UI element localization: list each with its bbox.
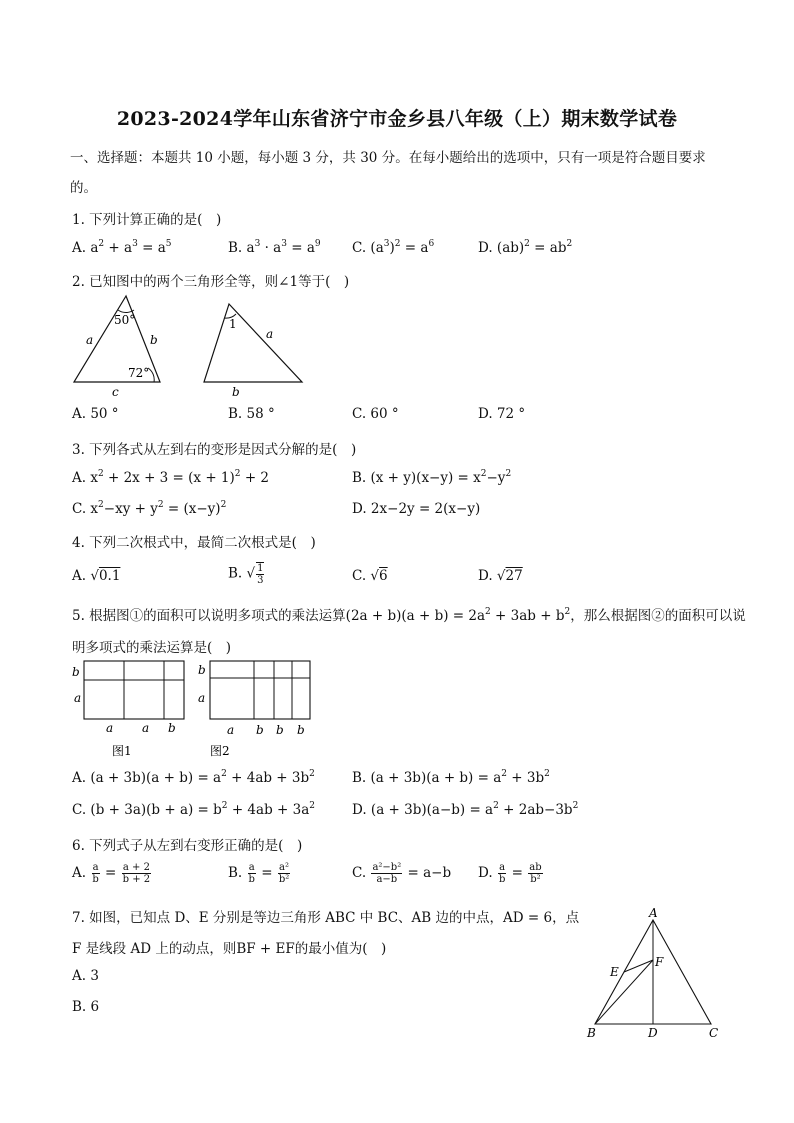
q6-option-d: D. $\frac{a}{b}$ = $\frac{ab}{\text{b²}}$ xyxy=(478,862,542,885)
q5-stem-line1: 5. 根据图①的面积可以说明多项式的乘法运算$(2a + b)(a + b) = 2a^2 + 3ab + b^2$，那么根据图②的面积可以说 xyxy=(72,607,746,624)
q5-fig1-label-b: b xyxy=(72,665,80,679)
q5-rectangles-figure xyxy=(66,656,336,760)
q6-option-b: B. $\frac{a}{b}$ = $\frac{\text{a²}}{\text{b²}}$ xyxy=(228,862,290,885)
q4-option-a: A. √0.1 xyxy=(72,568,121,584)
q6-stem: 6. 下列式子从左到右变形正确的是( ) xyxy=(72,838,303,854)
q5-fig1-rect xyxy=(84,661,184,719)
q4-stem: 4. 下列二次根式中，最简二次根式是( ) xyxy=(72,535,316,551)
q7-triangle-figure xyxy=(582,904,722,1044)
q2-right-side-a: a xyxy=(266,327,274,341)
q5-fig2-bottom-b3: b xyxy=(297,723,305,737)
q7-segment-ef xyxy=(624,960,653,972)
section-instruction-line1: 一、选择题：本题共 10 小题，每小题 3 分，共 30 分。在每小题给出的选项中，只有一项是符合题目要求 xyxy=(70,150,706,166)
q7-label-f: F xyxy=(655,955,664,969)
q1-option-a: A. $a^2 + a^3 = a^5$ xyxy=(72,239,172,256)
q5-fig2-label-b: b xyxy=(198,663,206,677)
q7-stem-line2: F 是线段 AD 上的动点，则BF + EF的最小值为( ) xyxy=(72,941,387,957)
section-instruction-line2: 的。 xyxy=(70,180,97,196)
q5-fig2-bottom-a: a xyxy=(227,723,235,737)
q5-option-d: D. $(a + 3b)(a-b) = a^2 + 2ab-3b^2$ xyxy=(352,801,579,818)
q2-right-angle-label: 1 xyxy=(229,317,237,331)
q6-option-a: A. $\frac{a}{b}$ = $\frac{a + 2}{b + 2}$ xyxy=(72,862,151,885)
q5-fig1-bottom-a2: a xyxy=(142,721,150,735)
q3-stem: 3. 下列各式从左到右的变形是因式分解的是( ) xyxy=(72,442,357,458)
q7-label-b: B xyxy=(587,1026,596,1040)
q2-right-side-b: b xyxy=(232,385,240,399)
q7-segment-bf xyxy=(595,960,653,1024)
q7-label-a: A xyxy=(649,906,658,920)
q2-side-b: b xyxy=(150,333,158,347)
q2-right-triangle xyxy=(204,304,302,382)
q7-stem-line1: 7. 如图，已知点 D、E 分别是等边三角形 ABC 中 BC、AB 边的中点，AD = 6，点 xyxy=(72,910,580,926)
q2-side-c: c xyxy=(112,385,119,399)
q5-fig1-bottom-b: b xyxy=(168,721,176,735)
q5-fig2-bottom-b1: b xyxy=(256,723,264,737)
q4-option-c: C. √6 xyxy=(352,568,388,584)
q2-side-a: a xyxy=(86,333,94,347)
q2-left-top-angle: 50° xyxy=(114,313,136,327)
q7-label-e: E xyxy=(610,965,619,979)
q2-triangles-figure xyxy=(66,292,316,400)
q5-option-c: C. $(b + 3a)(b + a) = b^2 + 4ab + 3a^2$ xyxy=(72,801,315,818)
q7-option-a: A. 3 xyxy=(72,968,99,984)
q2-stem: 2. 已知图中的两个三角形全等，则∠1等于( ) xyxy=(72,274,350,290)
q5-fig2-caption: 图2 xyxy=(210,744,230,758)
q1-option-c: C. $(a^3)^2 = a^6$ xyxy=(352,239,435,256)
q2-option-a: A. 50 ° xyxy=(72,406,119,422)
q5-fig2-bottom-b2: b xyxy=(276,723,284,737)
q5-fig1-label-a: a xyxy=(74,691,82,705)
q2-option-b: B. 58 ° xyxy=(228,406,275,422)
q4-option-b: B. √ $\frac{1}{3}$ xyxy=(228,563,264,586)
q5-fig2-rect xyxy=(210,661,310,719)
q2-option-d: D. 72 ° xyxy=(478,406,526,422)
q7-option-b: B. 6 xyxy=(72,999,100,1015)
q3-option-a: A. $x^2 + 2x + 3 = (x + 1)^2 + 2$ xyxy=(72,469,270,486)
q6-option-c: C. $\frac{\text{a²−b²}}{a-b}$ = a−b xyxy=(352,862,452,885)
page-title: 2023-2024学年山东省济宁市金乡县八年级（上）期末数学试卷 xyxy=(116,108,678,130)
q1-stem: 1. 下列计算正确的是( ) xyxy=(72,212,222,228)
q4-option-d: D. √27 xyxy=(478,568,523,584)
q1-option-d: D. $(ab)^2 = ab^2$ xyxy=(478,239,573,256)
q5-option-b: B. $(a + 3b)(a + b) = a^2 + 3b^2$ xyxy=(352,769,550,786)
q2-option-c: C. 60 ° xyxy=(352,406,399,422)
q7-label-c: C xyxy=(709,1026,719,1040)
q3-option-d: D. 2x−2y = 2(x−y) xyxy=(352,501,481,517)
q5-option-a: A. $(a + 3b)(a + b) = a^2 + 4ab + 3b^2$ xyxy=(72,769,315,786)
q1-option-b: B. $a^3 \cdot a^3 = a^9$ xyxy=(228,239,321,256)
q3-option-b: B. $(x + y)(x-y) = x^2-y^2$ xyxy=(352,469,512,486)
q5-fig1-bottom-a1: a xyxy=(106,721,114,735)
q2-left-bottom-angle: 72° xyxy=(128,366,150,380)
q7-label-d: D xyxy=(648,1026,658,1040)
q5-stem-line2: 明多项式的乘法运算是( ) xyxy=(72,640,232,656)
q5-fig2-label-a: a xyxy=(198,691,206,705)
q5-fig1-caption: 图1 xyxy=(112,744,132,758)
q3-option-c: C. $x^2-xy + y^2 = (x-y)^2$ xyxy=(72,500,227,517)
